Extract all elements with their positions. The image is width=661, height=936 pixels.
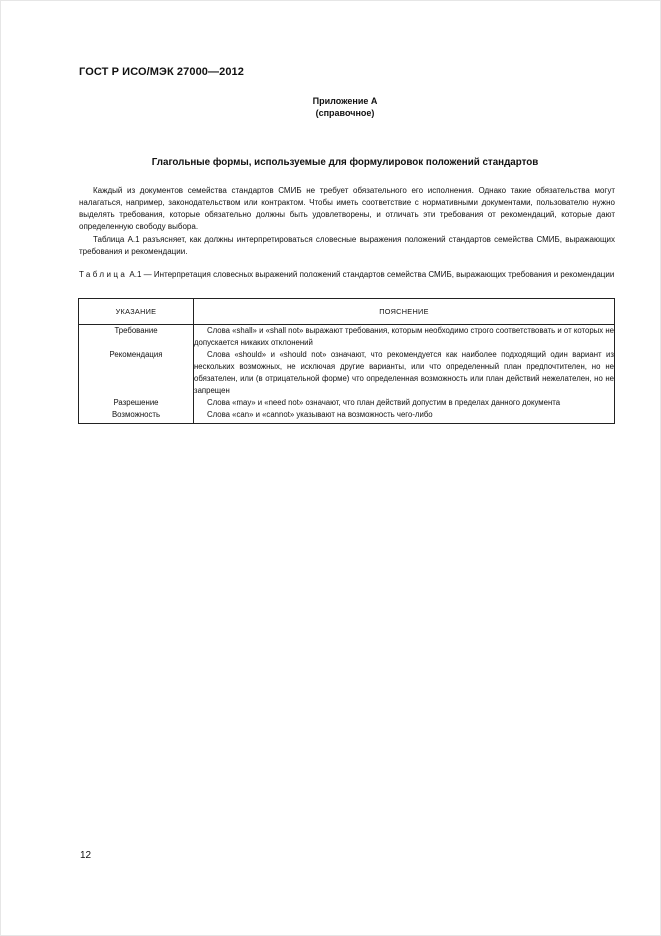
- row-explanation: Слова «may» и «need not» означают, что план действий допустим в пределах данного документа: [207, 398, 561, 407]
- paragraph-1: [79, 185, 615, 233]
- section-heading: Глагольные формы, используемые для формулировок положений стандартов: [151, 157, 539, 168]
- paragraph-2: [79, 234, 615, 258]
- page-number: 12: [80, 850, 92, 861]
- standard-header: ГОСТ Р ИСО/МЭК 27000—2012: [79, 66, 244, 78]
- table-header-row: [79, 299, 615, 325]
- table-row: [79, 397, 615, 409]
- paragraph-1-text: Каждый из документов семейства стандартов СМИБ не требует обязательного его исполнения. Однако такие обязательства могут налагаться, например, законодательством или контрактом. Чтобы иметь соответствие с нормативными документами, пользователю нужно выделять требования, которые обязательно должны быть удовлетворены, и отличать эти требования от рекомендаций, которые дают определенную свободу выбора.: [79, 186, 615, 232]
- header-indication: УКАЗАНИЕ: [79, 299, 194, 325]
- table-caption: [79, 269, 615, 281]
- row-explanation: Слова «shall» и «shall not» выражают требования, которым необходимо строго соответствовать и от которых не допускается никаких отклонений: [194, 326, 614, 347]
- row-explanation-cell: [194, 409, 615, 424]
- row-explanation-cell: [194, 325, 615, 350]
- table-caption-label: Таблица: [79, 270, 128, 279]
- row-explanation: Слова «should» и «should not» означают, что рекомендуется как наиболее подходящий один вариант из нескольких возможных, не исключая другие варианты, или что определенный план предпочтителен, но не обязателен, или (в отрицательной форме) что определенная возможность или план действий нежелателен, но не запрещен: [194, 350, 614, 395]
- row-explanation-cell: [194, 397, 615, 409]
- annex-subtitle: (справочное): [315, 108, 375, 118]
- header-explanation: ПОЯСНЕНИЕ: [194, 299, 615, 325]
- table-row: [79, 325, 615, 350]
- row-indication: Требование: [79, 325, 194, 350]
- row-indication: Возможность: [79, 409, 194, 424]
- row-explanation: Слова «can» и «cannot» указывают на возможность чего-либо: [207, 410, 433, 419]
- row-indication: Рекомендация: [79, 349, 194, 397]
- row-explanation-cell: [194, 349, 615, 397]
- table-caption-text: А.1 — Интерпретация словесных выражений положений стандартов семейства СМИБ, выражающих требования и рекомендации: [129, 270, 615, 279]
- row-indication: Разрешение: [79, 397, 194, 409]
- annex-title: Приложение А: [312, 96, 378, 106]
- annex-block: [80, 95, 610, 119]
- table-row: [79, 349, 615, 397]
- interpretation-table: [78, 298, 615, 424]
- table-row: [79, 409, 615, 424]
- paragraph-2-text: Таблица А.1 разъясняет, как должны интерпретироваться словесные выражения положений стандартов семейства СМИБ, выражающих требования и рекомендации.: [79, 235, 615, 257]
